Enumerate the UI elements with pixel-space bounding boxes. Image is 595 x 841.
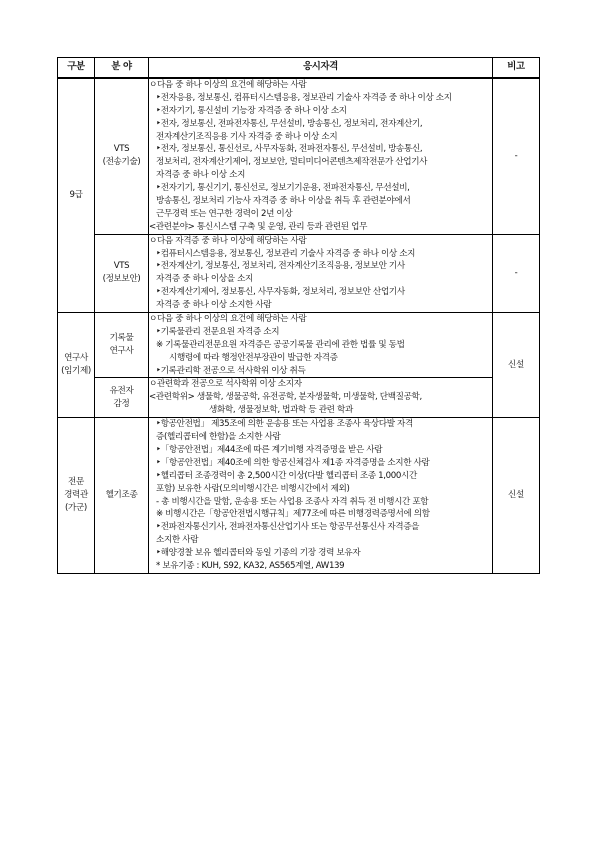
note-vts-comm: - — [493, 78, 540, 234]
req-line: 포함) 보유한 사람(모의비행시간은 비행시간에서 제외) — [156, 483, 350, 494]
row-records — [58, 313, 540, 378]
requirements-vts-comm — [149, 78, 493, 234]
category-grade9 — [58, 78, 95, 313]
category-expert-line1: 전문 — [68, 477, 84, 488]
header-note: 비고 — [493, 58, 540, 79]
row-vts-sec — [58, 234, 540, 312]
req-line: ㅇ관련학과 전공으로 석사학위 이상 소지자 — [149, 379, 302, 390]
req-line: ‣컴퓨터시스템응용, 정보통신, 정보관리 기술사 자격증 중 하나 이상 소지 — [156, 248, 416, 259]
field-records-sub: 연구사 — [109, 346, 134, 357]
header-field: 분 야 — [95, 58, 149, 79]
req-line: - 총 비행시간을 말함, 운송용 또는 사업용 조종사 자격 취득 전 비행시간 포함 — [156, 496, 429, 507]
header-row — [58, 58, 540, 79]
requirements-records — [149, 313, 493, 378]
req-line: ‣전자계산기, 정보통신, 정보처리, 전자계산기조직응용, 정보보안 기사 — [156, 261, 405, 272]
req-line: ‣전자기기, 통신기기, 통신선로, 정보기기운용, 전파전자통신, 무선설비, — [156, 183, 410, 194]
req-line: ※ 기록물관리전문요원 자격증은 공공기록물 관리에 관한 법률 및 동법 — [156, 339, 405, 350]
req-line: ‣「항공안전법」제44조에 따른 계기비행 자격증명을 받은 사람 — [156, 444, 383, 455]
field-vts-sec-sub: (정보보안) — [102, 274, 141, 285]
row-genetic — [58, 378, 540, 418]
req-line: 증(헬리콥터에 한함)을 소지한 사람 — [156, 432, 281, 443]
req-line: 시행령에 따라 행정안전부장관이 발급한 자격증 — [169, 352, 338, 363]
req-line: ‣전자기기, 통신설비 기능장 자격증 중 하나 이상 소지 — [156, 105, 347, 116]
req-line: ‣항공안전법」 제35조에 의한 운송용 또는 사업용 조종사 육상다발 자격 — [156, 419, 413, 430]
note-vts-sec: - — [493, 234, 540, 312]
req-line: ‣전자, 정보통신, 전파전자통신, 무선설비, 방송통신, 정보처리, 전자계산기, — [156, 118, 423, 129]
req-line: 자격증 중 하나 이상 소지 — [156, 170, 246, 181]
field-vts-comm — [95, 78, 149, 234]
category-expert-line3: (가군) — [65, 502, 87, 513]
field-vts-sec-name: VTS — [113, 261, 130, 272]
field-genetic-sub: 감정 — [113, 398, 130, 409]
category-expert-line2: 경력관 — [64, 490, 88, 501]
requirements-vts-sec — [149, 234, 493, 312]
note-heli: 신설 — [493, 418, 540, 574]
req-line: 정보처리, 전자계산기제어, 정보보안, 멀티미디어콘텐츠제작전문가 산업기사 — [156, 157, 428, 168]
category-expert — [58, 418, 95, 574]
category-grade9-label: 9급 — [69, 190, 83, 201]
req-line: 소지한 사람 — [156, 535, 199, 546]
req-line: <관련분야> 통신시스템 구축 및 운영, 관리 등과 관련된 업무 — [149, 221, 368, 232]
field-vts-comm-name: VTS — [113, 144, 130, 155]
req-line: ※ 비행시간은「항공안전법시행규칙」제77조에 따른 비행경력증명서에 의함 — [156, 509, 430, 520]
requirements-heli — [149, 418, 493, 574]
req-line: ‣전파전자통신기사, 전파전자통신산업기사 또는 항공무선통신사 자격증을 — [156, 522, 420, 533]
req-line: 방송통신, 정보처리 기능사 자격증 중 하나 이상을 취득 후 관련분야에서 — [156, 196, 411, 207]
field-genetic-name: 유전자 — [109, 385, 134, 396]
field-heli-name: 헬기조종 — [105, 490, 138, 501]
header-category: 구분 — [58, 58, 95, 79]
req-line: ‣「항공안전법」제40조에 의한 항공신체검사 제1종 자격증명을 소지한 사람 — [156, 457, 430, 468]
requirements-genetic — [149, 378, 493, 418]
req-line: ‣전자응용, 정보통신, 컴퓨터시스템응용, 정보관리 기술사 자격증 중 하나 이상 소지 — [156, 92, 452, 103]
category-researcher-label: 연구사 — [64, 353, 88, 364]
row-heli — [58, 418, 540, 574]
req-line: 자격증 중 하나 이상을 소지 — [156, 274, 253, 285]
req-line: 자격증 중 하나 이상 소지한 사람 — [156, 300, 272, 311]
req-line: 생화학, 생물정보학, 법과학 등 관련 학과 — [209, 405, 353, 416]
field-records — [95, 313, 149, 378]
header-qualification: 응시자격 — [149, 58, 493, 79]
field-vts-sec — [95, 234, 149, 312]
req-line: ‣전자계산기제어, 정보통신, 사무자동화, 정보처리, 정보보안 산업기사 — [156, 287, 405, 298]
req-line: ㅇ다음 자격증 중 하나 이상에 해당하는 사람 — [149, 235, 307, 246]
req-line: ㅇ다음 중 하나 이상의 요건에 해당하는 사람 — [149, 80, 307, 90]
req-line: ‣전자, 정보통신, 통신선로, 사무자동화, 전파전자통신, 무선설비, 방송통신, — [156, 144, 423, 155]
field-heli — [95, 418, 149, 574]
qualification-table — [57, 57, 540, 574]
req-line: ‣기록물관리 전문요원 자격증 소지 — [156, 326, 280, 337]
category-researcher — [58, 313, 95, 418]
req-line: * 보유기종 : KUH, S92, KA32, AS565계열, AW139 — [156, 560, 345, 571]
note-researcher: 신설 — [493, 313, 540, 418]
category-researcher-sub: (임기제) — [61, 366, 91, 377]
field-genetic — [95, 378, 149, 418]
field-vts-comm-sub: (전송기술) — [102, 157, 141, 168]
req-line: ‣해양경찰 보유 헬리콥터와 동일 기종의 기장 경력 보유자 — [156, 548, 361, 559]
req-line: <관련학위> 생물학, 생물공학, 유전공학, 분자생물학, 미생물학, 단백질공학, — [149, 392, 422, 403]
req-line: ‣기록관리학 전공으로 석사학위 이상 취득 — [156, 365, 306, 376]
field-records-name: 기록물 — [109, 333, 134, 344]
row-vts-comm — [58, 78, 540, 234]
req-line: ㅇ다음 중 하나 이상의 요건에 해당하는 사람 — [149, 314, 307, 325]
req-line: 전자계산기조직응용 기사 자격증 중 하나 이상 소지 — [156, 131, 338, 142]
req-line: 근무경력 또는 연구한 경력이 2년 이상 — [156, 208, 293, 219]
req-line: ‣헬리콥터 조종경력이 총 2,500시간 이상(다발 헬리콥터 조종 1,000시간 — [156, 470, 417, 481]
